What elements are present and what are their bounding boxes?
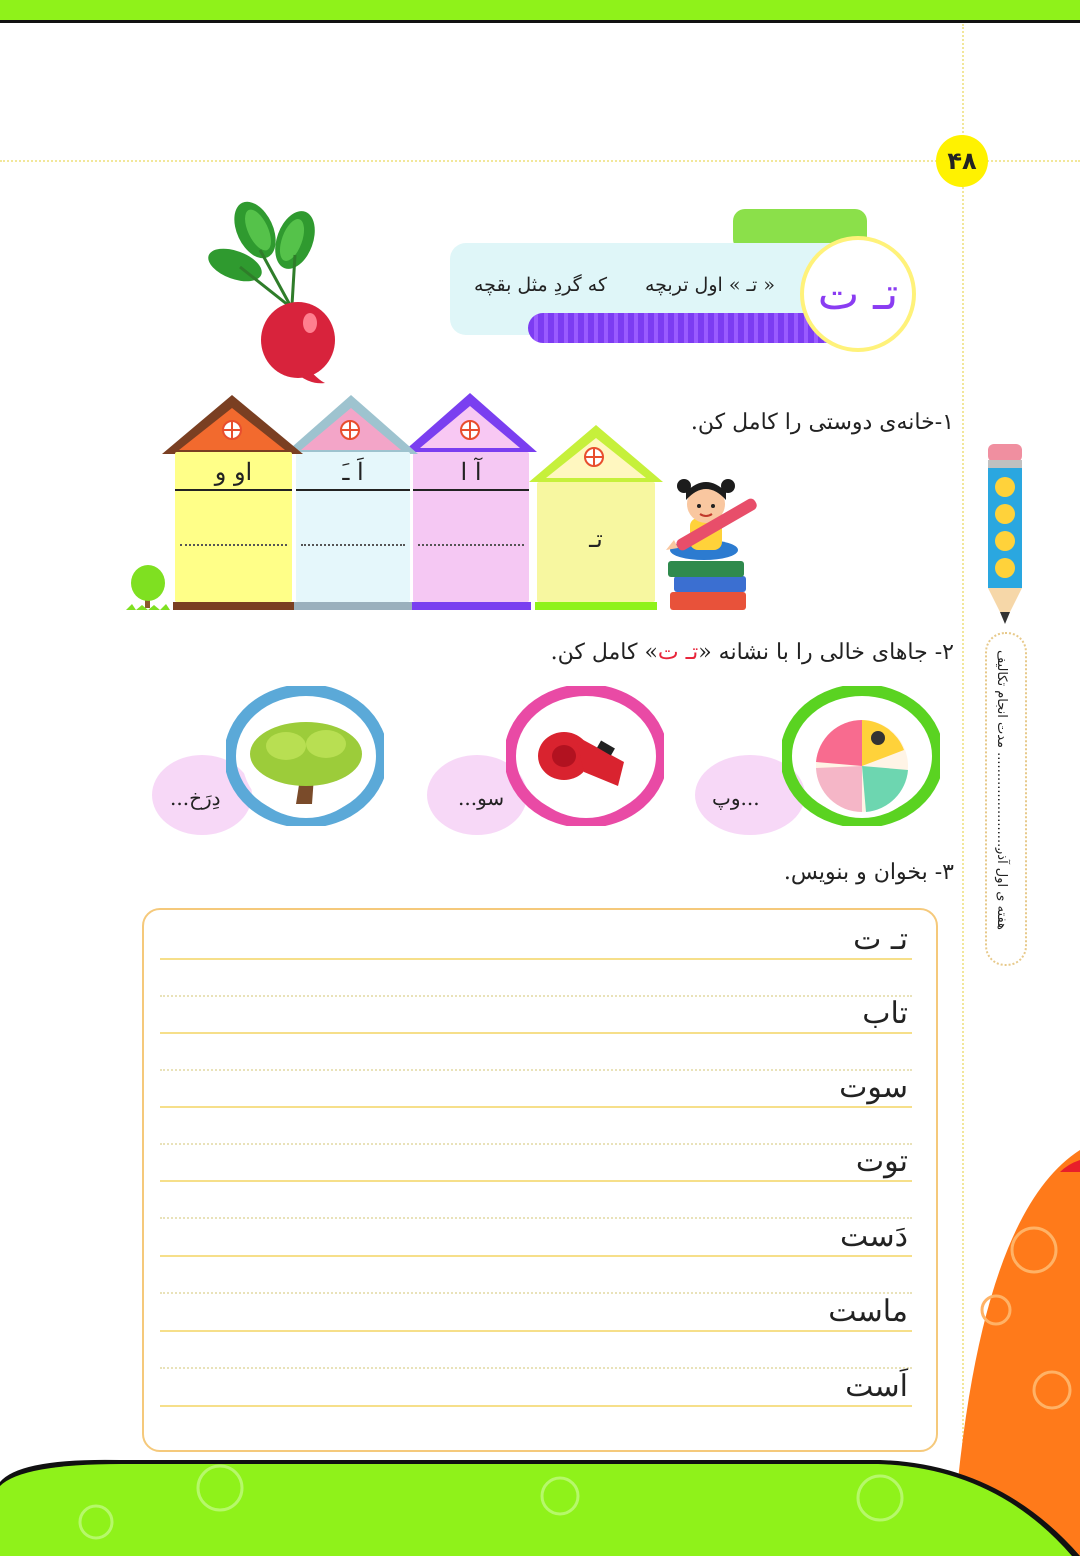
writing-line[interactable] <box>160 1405 912 1407</box>
lesson-letter: تـ ت <box>800 236 916 352</box>
writing-guide <box>160 1143 912 1145</box>
writing-line[interactable] <box>160 1032 912 1034</box>
writing-line[interactable] <box>160 1255 912 1257</box>
word-blank[interactable]: ...وپ <box>712 786 760 810</box>
writing-line[interactable] <box>160 1106 912 1108</box>
write-blank[interactable] <box>418 544 524 546</box>
writing-guide <box>160 1217 912 1219</box>
house-4-top-letters: او و <box>214 458 253 486</box>
practice-word: توت <box>855 1144 908 1179</box>
margin-guide-line <box>0 160 1080 162</box>
rhyme-line-1: « تـ » اول تربچه <box>644 274 775 296</box>
question-3-title: ۳- بخوان و بنویس. <box>783 860 954 885</box>
writing-guide <box>160 1069 912 1071</box>
top-banner <box>0 0 1080 23</box>
ball-icon <box>782 686 940 826</box>
target-letter-mark: تـ ت <box>657 640 699 665</box>
practice-word: اَست <box>845 1369 908 1404</box>
radish-icon <box>200 195 350 385</box>
whistle-icon <box>506 686 664 826</box>
small-tree-icon <box>124 562 172 612</box>
practice-word: تـ ت <box>853 922 908 957</box>
page-number: ۴۸ <box>936 135 988 187</box>
question-2-title: ۲- جاهای خالی را با نشانه «تـ ت» کامل کن. <box>550 640 954 665</box>
decor-bar <box>528 313 848 343</box>
question-1-title: ۱-خانه‌ی دوستی را کامل کن. <box>690 410 954 435</box>
rhyme-line-2: که گردِ مثل بقچه <box>474 274 607 296</box>
writing-guide <box>160 995 912 997</box>
writing-guide <box>160 1292 912 1294</box>
write-blank[interactable] <box>301 544 405 546</box>
writing-guide <box>160 1367 912 1369</box>
practice-word: ماست <box>828 1294 908 1329</box>
word-blank[interactable]: سو... <box>458 786 505 810</box>
bottom-banner <box>0 1458 1080 1568</box>
practice-word: تاب <box>862 996 908 1031</box>
homework-duration: مدت انجام تکالیف ........................ <box>994 650 1009 852</box>
writing-line[interactable] <box>160 958 912 960</box>
writing-line[interactable] <box>160 1330 912 1332</box>
tree-icon <box>226 686 384 826</box>
word-blank[interactable]: دِرَخ... <box>170 786 221 810</box>
writing-line[interactable] <box>160 1180 912 1182</box>
house-roof <box>526 420 666 490</box>
house-3-top-letters: اَ ـَ <box>342 458 364 486</box>
emoji-pencil-icon <box>984 442 1026 632</box>
house-2-top-letters: آ ا <box>460 458 482 486</box>
practice-word: دَست <box>840 1219 908 1254</box>
house-1-letter: تـ <box>589 525 603 553</box>
practice-word: سوت <box>839 1070 908 1105</box>
girl-with-pencil-icon <box>664 470 768 615</box>
write-blank[interactable] <box>180 544 287 546</box>
homework-week: هفته ی اول آذر <box>994 848 1009 930</box>
